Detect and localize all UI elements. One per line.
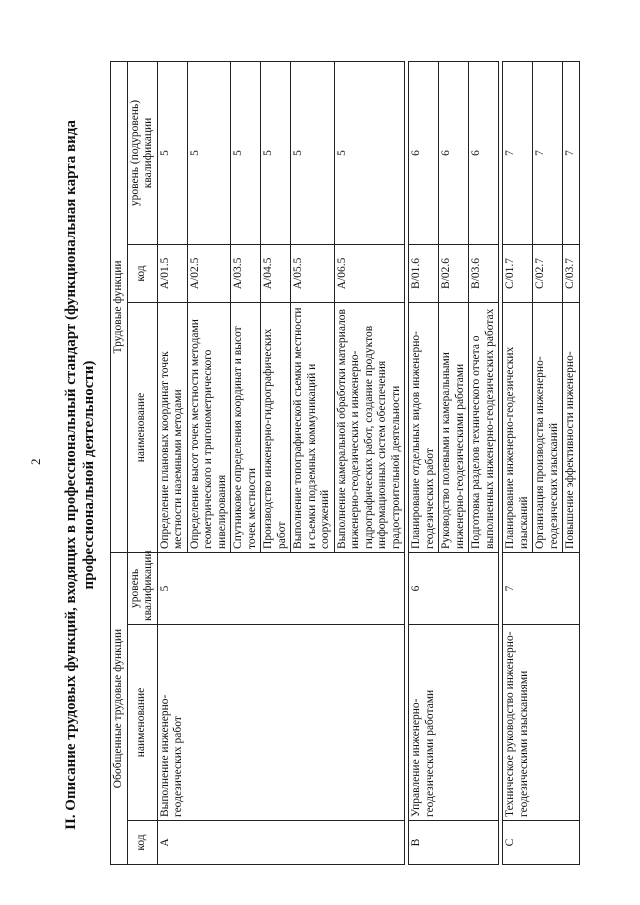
function-code: C/02.7 [533,244,563,302]
function-level: 7 [503,61,533,244]
function-code: C/01.7 [503,244,533,302]
function-name: Выполнение камеральной обработки материалов инженерно-геодезических и инженерно-гидрографических работ, создание продуктов информационных систем обеспечения градостроительной деятельности [334,302,405,552]
heading-line-2: профессиональной деятельности) [81,360,97,590]
section-heading [62,85,98,865]
functional-map-table [110,61,580,865]
group-code: B [409,821,499,865]
header-labor-functions: Трудовые функции [111,61,128,552]
function-name: Выполнение топографической съемки местности и съемки подземных коммуникаций и сооружений [291,302,335,552]
function-name: Планирование отдельных видов инженерно-геодезических работ [409,302,439,552]
group-name: Управление инженерно-геодезическими работами [409,625,499,821]
group-level: 5 [157,552,405,624]
header-tf-level: уровень (подуровень) квалификации [127,61,157,244]
function-code: A/03.5 [231,244,261,302]
group-name: Выполнение инженерно-геодезических работ [157,625,405,821]
function-level: 5 [231,61,261,244]
table-row [157,61,187,864]
page-number: 2 [28,458,43,465]
table-row [409,61,439,864]
function-level: 5 [157,61,187,244]
group-name: Техническое руководство инженерно-геодезическими изысканиями [503,625,580,821]
header-tf-code: код [127,244,157,302]
function-name: Организация производства инженерно-геодезических изысканий [533,302,563,552]
header-tf-name: наименование [127,302,157,552]
function-code: B/01.6 [409,244,439,302]
function-code: B/03.6 [469,244,499,302]
function-level: 5 [291,61,335,244]
group-code: C [503,821,580,865]
function-level: 5 [261,61,291,244]
function-name: Спутниковое определения координат и высот точек местности [231,302,261,552]
function-name: Руководство полевыми и камеральными инженерно-геодезическими работами [439,302,469,552]
heading-line-1: II. Описание трудовых функций, входящих в профессиональный стандарт (функциональная карта вида [63,120,79,830]
function-level: 5 [334,61,405,244]
function-name: Определение высот точек местности методами геометрического и тригонометрического нивелирования [187,302,231,552]
function-level: 5 [187,61,231,244]
function-level: 7 [533,61,563,244]
function-name: Планирование инженерно-геодезических изысканий [503,302,533,552]
function-code: B/02.6 [439,244,469,302]
group-level: 7 [503,552,580,624]
function-level: 7 [563,61,580,244]
function-code: A/06.5 [334,244,405,302]
function-level: 6 [469,61,499,244]
function-level: 6 [409,61,439,244]
group-level: 6 [409,552,499,624]
group-code: A [157,821,405,865]
function-code: A/04.5 [261,244,291,302]
function-name: Производство инженерно-гидрографических работ [261,302,291,552]
function-name: Определение плановых координат точек местности наземными методами [157,302,187,552]
header-code: код [127,821,157,865]
function-code: A/02.5 [187,244,231,302]
table-row [503,61,533,864]
function-code: C/03.7 [563,244,580,302]
function-code: A/01.5 [157,244,187,302]
header-name: наименование [127,625,157,821]
function-name: Повышение эффективности инженерно- [563,302,580,552]
function-code: A/05.5 [291,244,335,302]
header-level: уровень квалификации [127,552,157,624]
function-level: 6 [439,61,469,244]
function-name: Подготовка разделов технического отчета о выполненных инженерно-геодезических работах [469,302,499,552]
header-generalized-functions: Обобщенные трудовые функции [111,552,128,864]
